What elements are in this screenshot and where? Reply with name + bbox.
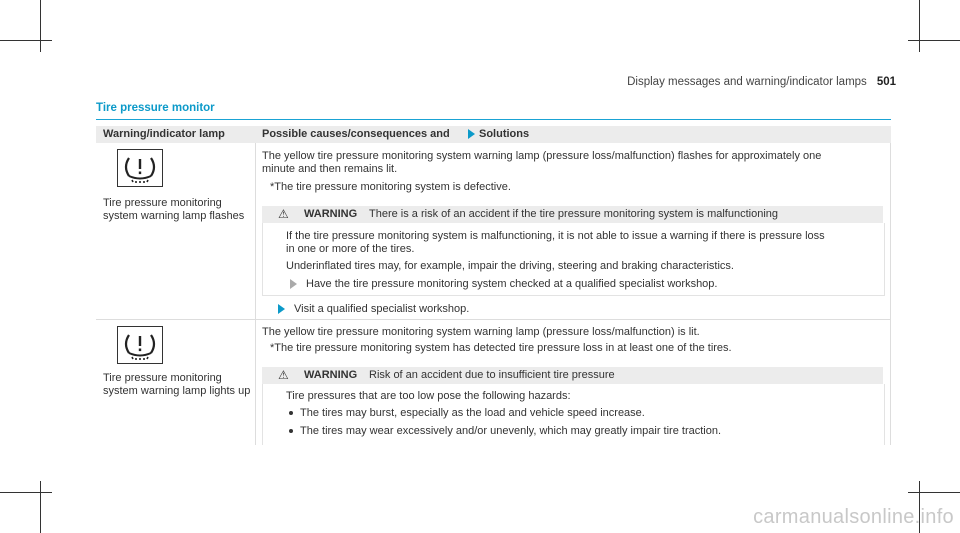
crop-mark [0, 40, 52, 41]
section-title: Tire pressure monitor [96, 102, 215, 114]
warning-body-line: If the tire pressure monitoring system is malfunctioning, it is not able to issue a warning if there is pressure loss [286, 230, 825, 242]
cause-line: The yellow tire pressure monitoring system warning lamp (pressure loss/malfunction) flashes for approximately one [262, 150, 822, 162]
warning-header [262, 206, 883, 223]
cause-line: *The tire pressure monitoring system has detected tire pressure loss in at least one of the tires. [270, 342, 732, 354]
bullet-point [289, 411, 293, 415]
cause-line: *The tire pressure monitoring system is defective. [270, 181, 511, 193]
header-title: Display messages and warning/indicator lamps [627, 76, 867, 88]
warning-body-line: Tire pressures that are too low pose the following hazards: [286, 390, 571, 402]
solution-text: Visit a qualified specialist workshop. [294, 303, 470, 315]
cause-line: The yellow tire pressure monitoring system warning lamp (pressure loss/malfunction) is lit. [262, 326, 700, 338]
solution-arrow-icon [468, 129, 475, 139]
lamp-label: Tire pressure monitoring system warning lamp flashes [103, 197, 245, 222]
running-header [627, 76, 896, 88]
crop-mark [919, 0, 920, 52]
crop-mark [40, 0, 41, 52]
warning-label: WARNING [304, 208, 358, 220]
action-arrow-icon [290, 279, 297, 289]
page-number: 501 [876, 76, 896, 88]
warning-title: Risk of an accident due to insufficient tire pressure [369, 369, 615, 381]
warning-title: There is a risk of an accident if the tire pressure monitoring system is malfunctioning [369, 208, 779, 220]
table-edge [890, 143, 891, 445]
warning-triangle-icon: ⚠ [278, 368, 289, 382]
tire-pressure-warning-icon [117, 326, 163, 364]
lamp-label: Tire pressure monitoring system warning lamp lights up [103, 372, 251, 397]
column-divider [255, 143, 256, 445]
warning-bullet: The tires may wear excessively and/or unevenly, which may greatly impair tire traction. [300, 425, 722, 437]
col-header-lamp: Warning/indicator lamp [103, 128, 225, 140]
cause-line: minute and then remains lit. [262, 163, 398, 175]
bullet-point [289, 429, 293, 433]
crop-mark [40, 481, 41, 533]
solution-arrow-icon [278, 304, 285, 314]
warning-triangle-icon: ⚠ [278, 207, 289, 221]
col-header-causes: Possible causes/consequences and [262, 128, 450, 140]
warning-bullet: The tires may burst, especially as the load and vehicle speed increase. [300, 407, 645, 419]
row-divider [96, 319, 891, 320]
col-header-solutions: Solutions [479, 128, 530, 140]
table-header [96, 126, 891, 143]
warning-body-line: in one or more of the tires. [286, 243, 415, 255]
crop-mark [908, 40, 960, 41]
tire-pressure-warning-icon [117, 149, 163, 187]
section-rule [96, 119, 891, 120]
warning-header [262, 367, 883, 384]
warning-label: WARNING [304, 369, 358, 381]
crop-mark [908, 492, 960, 493]
warning-action: Have the tire pressure monitoring system checked at a qualified specialist workshop. [306, 278, 718, 290]
watermark: carmanualsonline.info [753, 506, 954, 528]
crop-mark [0, 492, 52, 493]
warning-body-line: Underinflated tires may, for example, impair the driving, steering and braking characteristics. [286, 260, 734, 272]
